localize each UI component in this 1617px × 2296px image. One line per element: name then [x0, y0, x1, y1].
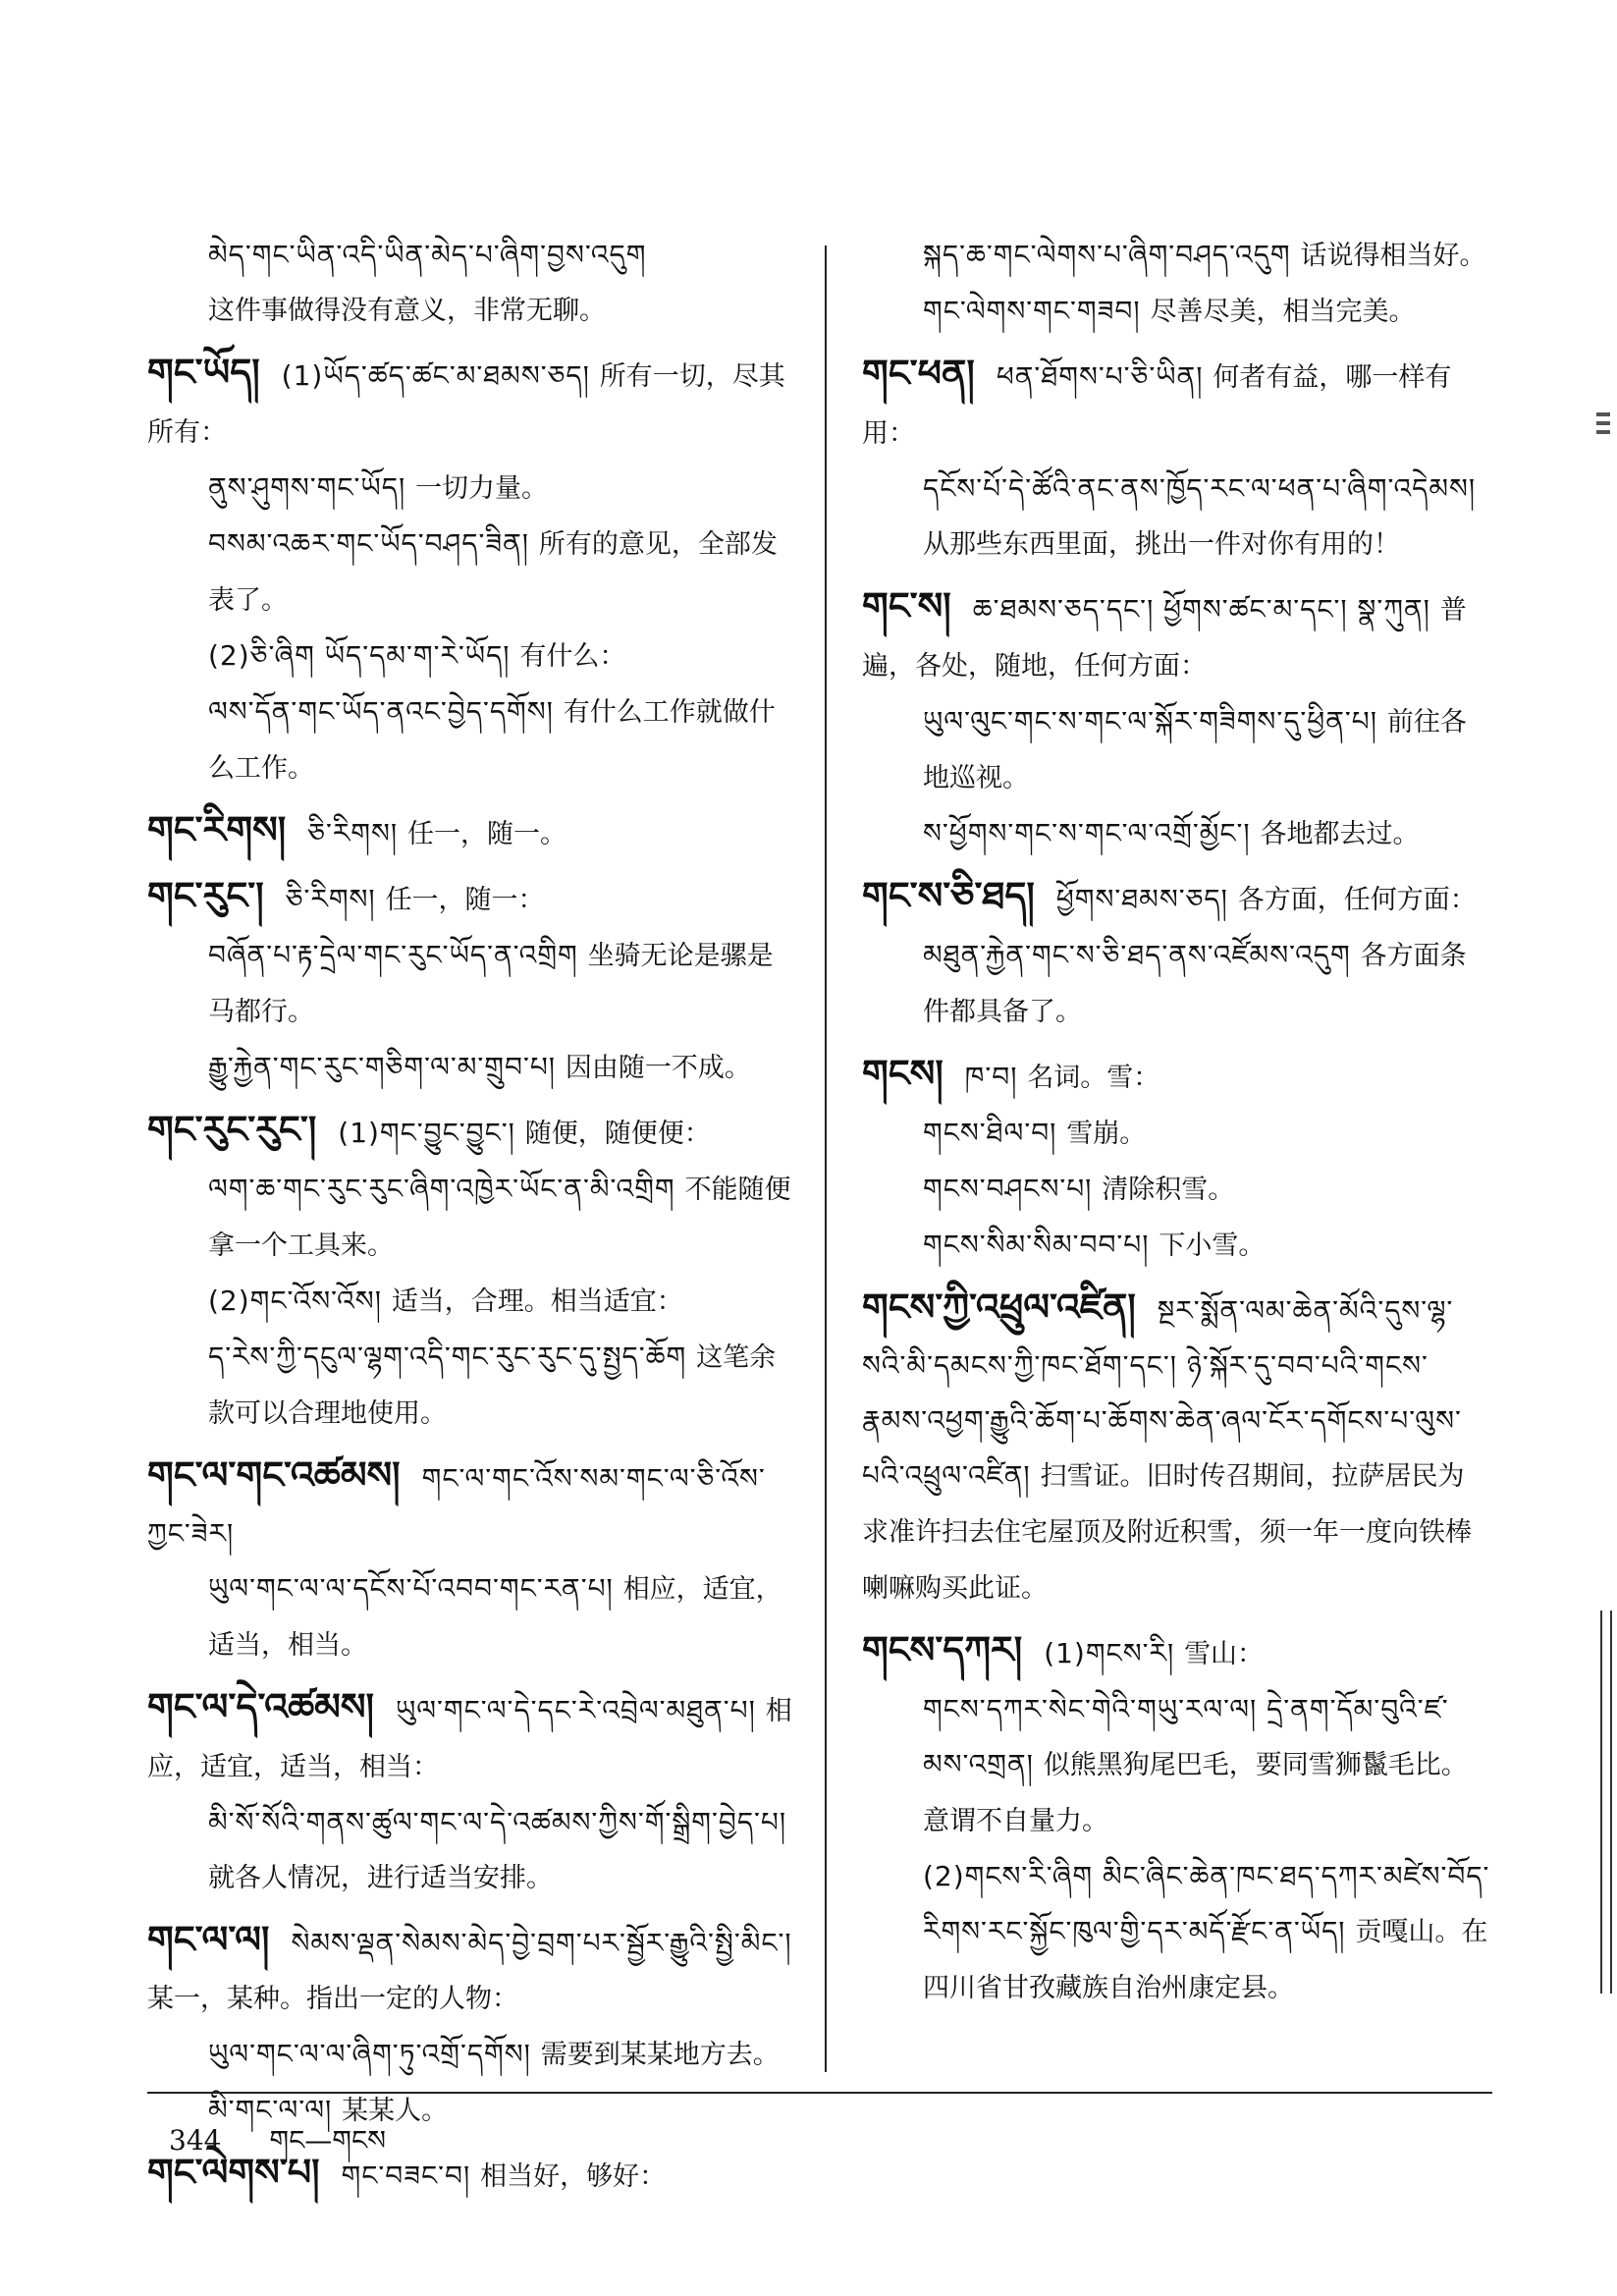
tibetan-text: གངས་ཐིལ་བ།	[923, 1117, 1067, 1149]
tibetan-text: གངས་དཀར་སེང་གེའི་གཡུ་རལ་ལ། དྲེ་ནག་དོམ་བུའི་ཛ་མས་འགྲན།	[923, 1693, 1449, 1780]
tibetan-text: བཞོན་པ་རྟ་དྲེལ་གང་རུང་ཡོད་ན་འགྲིག	[208, 939, 588, 971]
chinese-gloss: 相应，适宜，适当，相当。	[208, 1574, 782, 1661]
entry-line	[147, 1040, 797, 1096]
entry-headword: གང་ལེགས་པ།	[147, 2151, 320, 2194]
chinese-gloss: 某某人。	[342, 2096, 449, 2126]
tibetan-text: (2)གངས་རི་ཞིག མིང་ཞིང་ཆེན་ཁང་ཐད་དཀར་མཛེས་བོད་རིགས་རང་སྐྱོང་ཁུལ་གྱི་དར་མདོ་རྫོང་ན་ཡོད།	[923, 1860, 1490, 1947]
dictionary-entry	[862, 228, 1490, 340]
entry-line	[862, 1849, 1490, 2016]
chinese-gloss: 各地都去过。	[1260, 819, 1420, 849]
chinese-gloss: 下小雪。	[1159, 1230, 1266, 1261]
entry-line	[147, 1795, 797, 1906]
tibetan-text: གང་ལེགས་གང་གཟབ།	[923, 295, 1151, 327]
chinese-gloss: 何者有益，哪一样有用：	[862, 362, 1452, 449]
chinese-gloss: 有什么：	[519, 641, 626, 672]
tibetan-text: (1)ཡོད་ཚད་ཚང་མ་ཐམས་ཅད།	[281, 359, 600, 392]
entry-line	[862, 1682, 1490, 1849]
entry-line	[147, 2027, 797, 2083]
tibetan-text: གང་བཟང་བ།	[341, 2159, 481, 2192]
dictionary-entry	[147, 345, 797, 796]
tibetan-text: ཅི་རིགས།	[285, 883, 386, 915]
tibetan-text: སྔར་སྨོན་ལམ་ཆེན་མོའི་དུས་ལྷ་སའི་མི་དམངས་ཀྱི་ཁང་ཐོག་དང་། ཉེ་སྐོར་དུ་བབ་པའི་གངས་རྣམས་འཕྱག་རྒྱུའི་ཆོག་པ་ཆོགས་ཆེན་ཞལ་ངོར་དགོངས་པ་ལུས་པའི་འཕྲུལ་འཛིན།	[862, 1294, 1462, 1492]
chinese-gloss: 坐骑无论是骡是马都行。	[208, 941, 774, 1027]
dictionary-entry	[147, 802, 797, 862]
chinese-gloss: 似熊黑狗尾巴毛，要同雪狮鬣毛比。意谓不自量力。	[923, 1750, 1468, 1836]
entry-line	[862, 284, 1490, 340]
tibetan-text: ད་རེས་ཀྱི་དངུལ་ལྷག་འདི་གང་རུང་རུང་དུ་སྤྱད་ཆོག	[208, 1340, 697, 1373]
tibetan-text: ལས་དོན་གང་ཡོད་ནའང་བྱེད་དགོས།	[208, 695, 564, 728]
entry-headword: གང་རུང་རུང་།	[147, 1108, 317, 1151]
tibetan-text: (1)གང་བྱུང་བྱུང་།	[338, 1117, 525, 1149]
tibetan-text: མཐུན་རྐྱེན་གང་ས་ཅི་ཐད་ནས་འཛོམས་འདུག	[923, 939, 1361, 971]
dictionary-entry	[862, 346, 1490, 573]
tibetan-text: ཡུལ་ལུང་གང་ས་གང་ལ་སྐོར་གཟིགས་དུ་ཕྱིན་པ།	[923, 705, 1387, 738]
chinese-gloss: 所有的意见，全部发表了。	[208, 529, 778, 616]
chinese-gloss: 话说得相当好。	[1300, 241, 1486, 271]
chinese-gloss: 随便，随便便：	[524, 1119, 711, 1149]
chinese-gloss: 各方面条件都具备了。	[923, 941, 1467, 1027]
entry-line	[1044, 1637, 1264, 1669]
chinese-gloss: 因由随一不成。	[565, 1053, 751, 1083]
chinese-gloss: 某一，某种。指出一定的人物：	[147, 1984, 518, 2014]
entry-headword: གང་ལ་དེ་འཚམས།	[147, 1685, 374, 1728]
tibetan-text: བསམ་འཆར་གང་ཡོད་བཤད་ཟིན།	[208, 527, 539, 560]
entry-line	[147, 228, 797, 283]
chinese-gloss: 任一，随一：	[385, 885, 545, 915]
dictionary-entry	[147, 228, 797, 339]
chinese-gloss: 前往各地巡视。	[923, 707, 1467, 793]
chinese-gloss: 各方面，任何方面：	[1237, 885, 1477, 915]
tibetan-text: ཡུལ་གང་ལ་ལ་དངོས་པོ་འབབ་གང་རན་པ།	[208, 1572, 623, 1605]
entry-headword: གང་ཡོད།	[147, 351, 260, 394]
page-range: གང—གངས	[269, 2124, 386, 2157]
chinese-gloss: 雪崩。	[1066, 1119, 1147, 1149]
chinese-gloss: 所有一切，尽其所有：	[147, 361, 785, 448]
tibetan-text: དངོས་པོ་དེ་ཚོའི་ནང་ནས་ཁྱོད་རང་ལ་ཕན་པ་ཞིག་འདེམས།	[923, 472, 1477, 505]
entry-line	[862, 1294, 1472, 1604]
dictionary-entry	[862, 1280, 1490, 1616]
entry-line	[862, 228, 1490, 284]
entry-headword: གངས་དཀར།	[862, 1628, 1023, 1671]
dictionary-entry	[862, 1046, 1490, 1274]
entry-line	[147, 684, 797, 796]
tibetan-text: ཅི་རིགས།	[307, 817, 408, 849]
edge-thumb-bar	[1600, 1611, 1612, 1994]
entry-line	[1056, 883, 1477, 915]
entry-line	[147, 1162, 797, 1274]
entry-line	[147, 1330, 797, 1442]
tibetan-text: (2)ཅི་ཞིག ཡོད་དམ་ག་རེ་ཡོད།	[208, 639, 520, 672]
entry-line	[862, 593, 1467, 682]
entry-line	[862, 1162, 1490, 1218]
entry-line	[862, 928, 1490, 1040]
tibetan-text: (1)གངས་རི།	[1044, 1637, 1185, 1669]
entry-headword: གང་ས།	[862, 584, 951, 628]
tibetan-text: ཡུལ་གང་ལ་དེ་དང་རེ་འབྲེལ་མཐུན་པ།	[395, 1694, 766, 1726]
entry-line	[147, 928, 797, 1040]
tibetan-text: ནུས་ཤུགས་གང་ཡོད།	[208, 471, 416, 504]
tibetan-text: ས་ཕྱོགས་གང་ས་གང་ལ་འགྲོ་མྱོང་།	[923, 817, 1261, 849]
entry-headword: གངས།	[862, 1052, 943, 1095]
tibetan-text: ཁ་བ།	[964, 1061, 1028, 1093]
entry-line	[965, 1061, 1160, 1093]
dictionary-entry	[862, 868, 1490, 1040]
column-divider	[825, 246, 827, 2072]
entry-line	[147, 629, 797, 684]
tibetan-text: མེད་གང་ཡིན་འདི་ཡིན་མེད་པ་ཞིག་བྱས་འདུག	[208, 239, 647, 271]
dictionary-entry	[147, 868, 797, 1096]
tibetan-text: མི་སོ་སོའི་གནས་ཚུལ་གང་ལ་དེ་འཚམས་ཀྱིས་གོ་སྒྲིག་བྱེད་པ།	[208, 1806, 787, 1838]
entry-line	[862, 462, 1490, 573]
chinese-gloss: 贡嘎山。在四川省甘孜藏族自治州康定县。	[923, 1917, 1488, 2003]
tibetan-text: ཕྱོགས་ཐམས་ཅད།	[1055, 883, 1238, 915]
entry-headword: གང་ས་ཅི་ཐད།	[862, 874, 1035, 917]
tibetan-text: ཆ་ཐམས་ཅད་དང་། ཕྱོགས་ཚང་མ་དང་། སྣ་ཀུན།	[972, 593, 1440, 626]
dictionary-entry	[147, 1448, 797, 1673]
chinese-gloss: 从那些东西里面，挑出一件对你有用的！	[923, 529, 1400, 560]
edge-index-marks	[1596, 412, 1610, 452]
chinese-gloss: 适当，合理。相当适宜：	[391, 1286, 683, 1317]
dictionary-entry	[862, 578, 1490, 862]
entry-headword: གང་ཕན།	[862, 352, 975, 395]
entry-headword: གང་རུང་།	[147, 874, 264, 917]
chinese-gloss: 雪山：	[1184, 1639, 1265, 1669]
tibetan-text: ཡུལ་གང་ལ་ལ་ཞིག་ཏུ་འགྲོ་དགོས།	[208, 2038, 541, 2070]
chinese-gloss: 名词。雪：	[1027, 1063, 1160, 1093]
entry-line	[338, 1117, 711, 1149]
entry-headword: གང་ལ་ལ།	[147, 1918, 270, 1961]
chinese-gloss: 扫雪证。旧时传召期间，拉萨居民为求准许扫去住宅屋顶及附近积雪，须一年一度向铁棒喇嘛购买此证。	[862, 1461, 1472, 1604]
chinese-gloss: 就各人情况，进行适当安排。	[208, 1863, 553, 1893]
entry-line	[342, 2159, 667, 2192]
tibetan-text: ལག་ཆ་གང་རུང་རུང་ཞིག་འཁྱེར་ཡོང་ན་མི་འགྲིག	[208, 1173, 685, 1205]
tibetan-text: (2)གང་འོས་འོས།	[208, 1285, 392, 1317]
chinese-gloss: 这件事做得没有意义，非常无聊。	[208, 296, 606, 326]
chinese-gloss: 普遍，各处，随地，任何方面：	[862, 595, 1467, 682]
tibetan-text: སེམས་ལྡན་སེམས་མེད་བྱེ་བྲག་པར་སྦྱོར་རྒྱུའི་སྤྱི་མིང་།	[291, 1927, 792, 1959]
tibetan-text: གངས་བཤངས་པ།	[923, 1173, 1103, 1205]
entry-line	[147, 517, 797, 629]
tibetan-text: སྐད་ཆ་གང་ལེགས་པ་ཞིག་བཤད་འདུག	[923, 239, 1301, 271]
dictionary-entry	[862, 1622, 1490, 2016]
entry-line	[862, 694, 1490, 806]
dictionary-entry	[147, 1679, 797, 1906]
page-footer	[169, 2109, 386, 2187]
entry-line	[862, 1218, 1490, 1274]
tibetan-text: ཕན་ཐོགས་པ་ཅི་ཡིན།	[996, 360, 1213, 393]
entry-line	[307, 817, 566, 849]
tibetan-text: མི་གང་ལ་ལ།	[208, 2094, 343, 2126]
entry-headword: གངས་ཀྱི་འཕྲུལ་འཛིན།	[862, 1285, 1136, 1329]
chinese-gloss: 相当好，够好：	[480, 2161, 667, 2192]
chinese-gloss: 一切力量。	[415, 473, 549, 504]
entry-line	[862, 1106, 1490, 1162]
chinese-gloss: 有什么工作就做什么工作。	[208, 697, 776, 784]
chinese-gloss: 尽善尽美，相当完美。	[1150, 297, 1416, 327]
entry-line	[147, 283, 797, 339]
tibetan-text: རྒྱུ་རྐྱེན་གང་རུང་གཅིག་ལ་མ་གྲུབ་པ།	[208, 1051, 566, 1083]
dictionary-entry	[147, 1102, 797, 1442]
entry-headword: གང་རིགས།	[147, 808, 287, 851]
footer-rule	[147, 2092, 1492, 2094]
chinese-gloss: 这笔余款可以合理地使用。	[208, 1342, 777, 1429]
chinese-gloss: 需要到某某地方去。	[540, 2040, 780, 2070]
tibetan-text: གང་ལ་གང་འོས་སམ་གང་ལ་ཅི་འོས་ཀྱང་ཟེར།	[147, 1462, 766, 1550]
entry-line	[147, 1274, 797, 1330]
left-column	[147, 228, 797, 2211]
entry-line	[286, 883, 545, 915]
entry-line	[147, 461, 797, 517]
entry-line	[147, 1561, 797, 1673]
dictionary-entry	[147, 1912, 797, 2139]
right-column	[862, 228, 1490, 2022]
chinese-gloss: 不能随便拿一个工具来。	[208, 1175, 791, 1261]
chinese-gloss: 任一，随一。	[407, 819, 567, 849]
entry-headword: གང་ལ་གང་འཚམས།	[147, 1453, 401, 1497]
tibetan-text: གངས་སིམ་སིམ་བབ་པ།	[923, 1229, 1159, 1261]
chinese-gloss: 相应，适宜，适当，相当：	[147, 1696, 792, 1782]
entry-line	[862, 806, 1490, 862]
page-number: 344	[169, 2124, 222, 2157]
chinese-gloss: 清除积雪。	[1102, 1175, 1235, 1205]
